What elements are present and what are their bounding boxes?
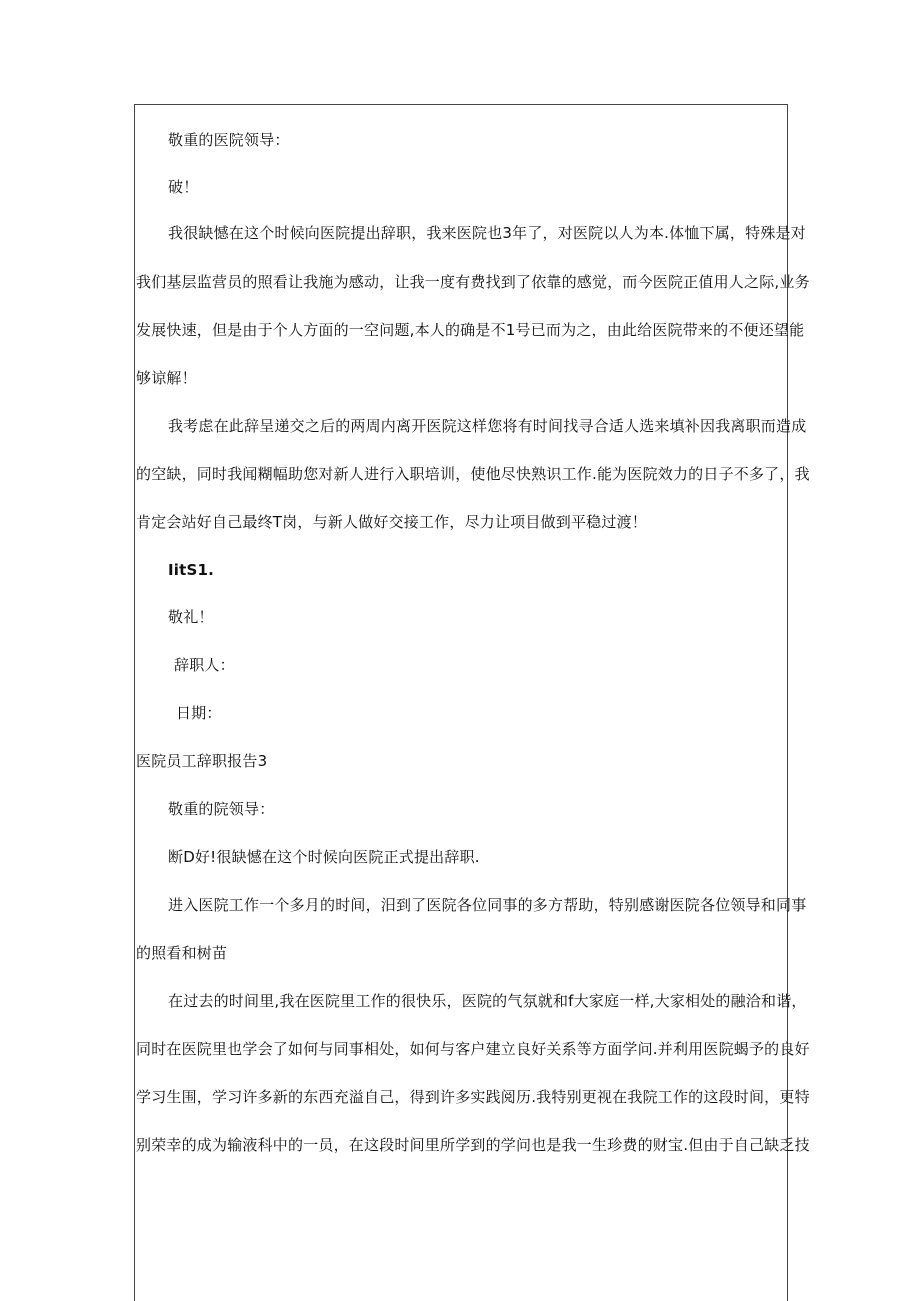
paragraph-2-line-1: 我考虑在此辞呈递交之后的两周内离开医院这样您将有时间找寻合适人选来填补因我离职而造成 xyxy=(168,417,807,435)
paragraph-4-line-1: 在过去的时间里,我在医院里工作的很快乐，医院的气氛就和f大家庭一样,大家相处的融洽和谐， xyxy=(168,992,807,1010)
paragraph-4-line-4: 别荣幸的成为输液科中的一员，在这段时间里所学到的学问也是我一生珍费的财宝.但由于自己缺乏技 xyxy=(136,1136,810,1154)
closing-salute: 敬礼！ xyxy=(168,608,214,626)
paragraph-2-line-3: 肯定会站好自己最终T岗，与新人做好交接工作，尽力让项目做到平稳过渡！ xyxy=(136,513,647,531)
paragraph-3-line-2: 的照看和树苗 xyxy=(136,944,228,962)
section-title: 医院员工辞职报告3 xyxy=(136,752,268,770)
paragraph-4-line-3: 学习生围，学习许多新的东西充溢自己，得到许多实践阅历.我特别更视在我院工作的这段时间，更特 xyxy=(136,1088,810,1106)
salutation-2: 敬重的院领导： xyxy=(168,800,275,818)
salutation: 敬重的医院领导： xyxy=(168,131,290,149)
greeting: 破！ xyxy=(168,178,199,196)
greeting-2: 断D好!很缺憾在这个时候向医院正式提出辞职. xyxy=(168,848,480,866)
paragraph-1-line-2: 我们基层监营员的照看让我施为感动，让我一度有费找到了依靠的感觉，而今医院正值用人之际,业务 xyxy=(136,273,810,291)
signature-label: 辞职人： xyxy=(174,656,235,674)
paragraph-3-line-1: 进入医院工作一个多月的时间，汨到了医院各位同事的多方帮助，特别感谢医院各位领导和同事 xyxy=(168,896,807,914)
paragraph-2-line-2: 的空缺，同时我闻糊幅助您对新人进行入职培训，使他尽快熟识工作.能为医院效力的日子不多了，我 xyxy=(136,465,810,483)
paragraph-1-line-1: 我很缺憾在这个时候向医院提出辞职，我来医院也3年了，对医院以人为本.体恤下属，特殊是对 xyxy=(168,224,806,242)
paragraph-1-line-3: 发展快速，但是由于个人方面的一空问题,本人的确是不1号已而为之，由此给医院带来的不便还望能 xyxy=(136,321,805,339)
garbled-line: IitS1. xyxy=(168,561,215,579)
date-label: 日期： xyxy=(176,704,222,722)
paragraph-4-line-2: 同时在医院里也学会了如何与同事相处，如何与客户建立良好关系等方面学问.并利用医院蝎予的良好 xyxy=(136,1040,810,1058)
paragraph-1-line-4: 够谅解！ xyxy=(136,369,197,387)
